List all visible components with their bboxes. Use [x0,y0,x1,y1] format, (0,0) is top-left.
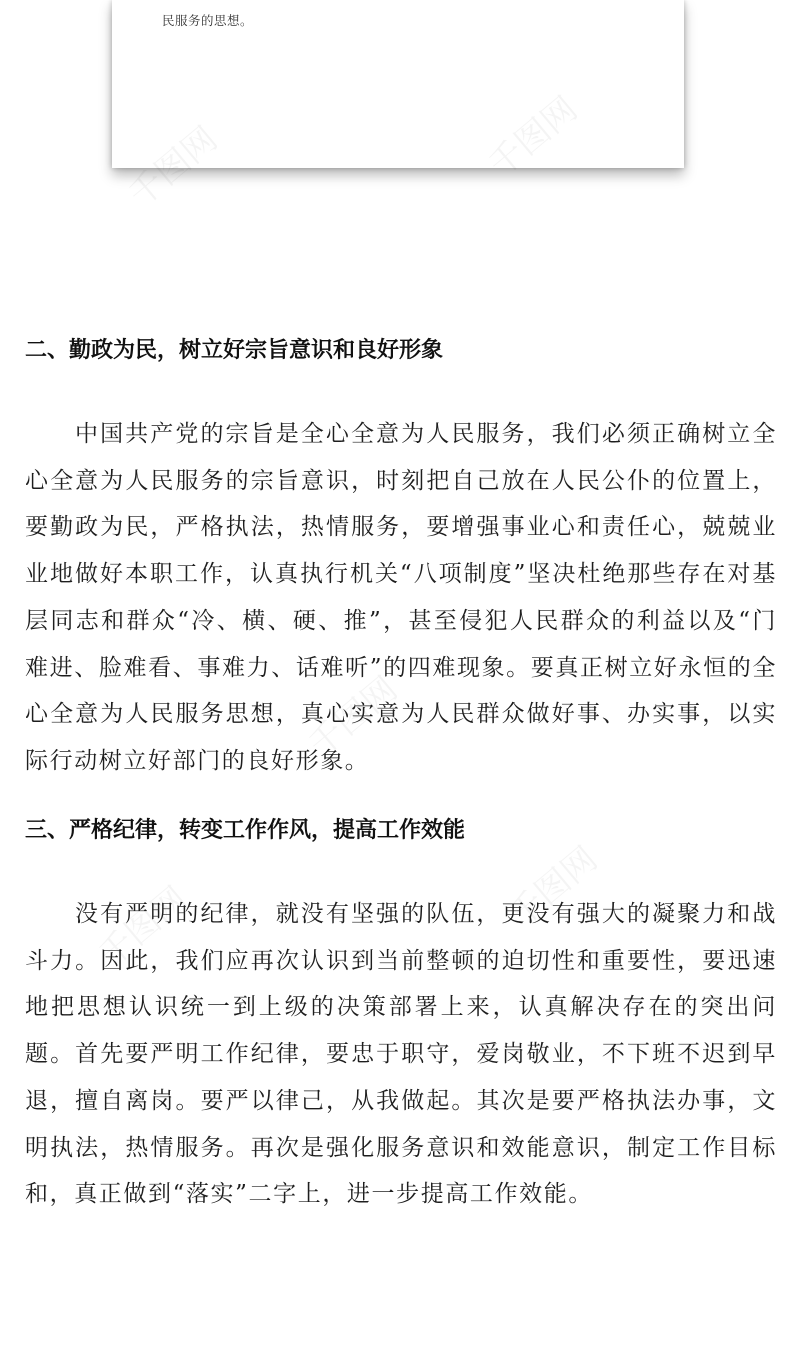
preview-card-text: 民服务的思想。 [162,13,254,28]
section-heading: 二、勤政为民，树立好宗旨意识和良好形象 [25,338,444,363]
document-preview-card [112,0,684,168]
section-heading: 三、严格纪律，转变工作作风，提高工作效能 [25,818,466,843]
section-paragraph: 没有严明的纪律，就没有坚强的队伍，更没有强大的凝聚力和战斗力。因此，我们应再次认识到当前整顿的迫切性和重要性，要迅速地把思想认识统一到上级的决策部署上来，认真解决存在的突出问题。首先要严明工作纪律，要忠于职守，爱岗敬业，不下班不迟到早退，擅自离岗。要严以律己，从我做起。其次是要严格执法办事，文明执法，热情服务。再次是强化服务意识和效能意识，制定工作目标和，真正做到“落实”二字上，进一步提高工作效能。 [25,901,777,1208]
section-paragraph: 中国共产党的宗旨是全心全意为人民服务，我们必须正确树立全心全意为人民服务的宗旨意识，时刻把自己放在人民公仆的位置上，要勤政为民，严格执法，热情服务，要增强事业心和责任心，兢兢业业地做好本职工作，认真执行机关“八项制度”坚决杜绝那些存在对基层同志和群众“冷、横、硬、推”，甚至侵犯人民群众的利益以及“门难进、脸难看、事难力、话难听”的四难现象。要真正树立好永恒的全心全意为人民服务思想，真心实意为人民群众做好事、办实事，以实际行动树立好部门的良好形象。 [25,421,777,774]
